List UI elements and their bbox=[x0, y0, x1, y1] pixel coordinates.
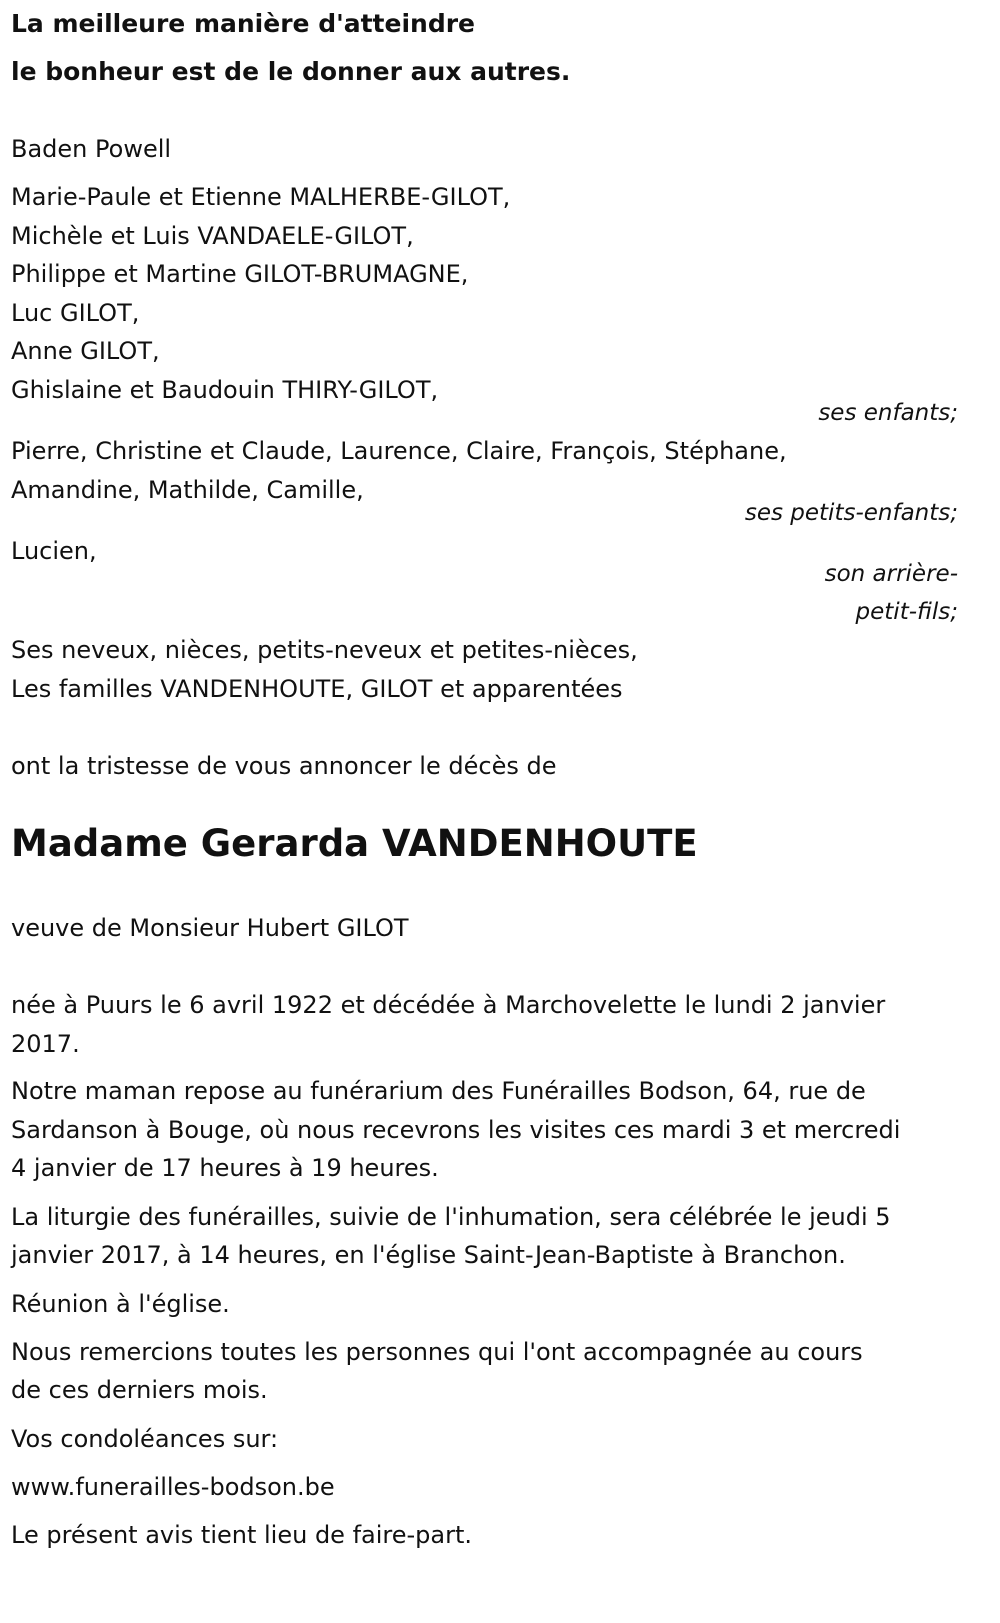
website-link[interactable]: www.funerailles-bodson.be bbox=[11, 1473, 335, 1501]
liturgy-line: La liturgie des funérailles, suivie de l'inhumation, sera célébrée le jeudi 5 bbox=[11, 1203, 891, 1231]
great-grandchild-name: Lucien, bbox=[11, 537, 97, 565]
birth-death-line: née à Puurs le 6 avril 1922 et décédée à Marchovelette le lundi 2 janvier bbox=[11, 991, 886, 1019]
thanks-line: de ces derniers mois. bbox=[11, 1376, 268, 1404]
great-grandchild-label-line-2: petit-fils; bbox=[855, 599, 958, 625]
child-name: Michèle et Luis VANDAELE-GILOT, bbox=[11, 222, 414, 250]
quote-author: Baden Powell bbox=[11, 135, 172, 163]
other-relatives: Ses neveux, nièces, petits-neveux et petites-nièces, bbox=[11, 636, 638, 664]
birth-death-line: 2017. bbox=[11, 1030, 80, 1058]
notice-text: Le présent avis tient lieu de faire-part. bbox=[11, 1521, 473, 1549]
announcement: ont la tristesse de vous annoncer le décès de bbox=[11, 752, 557, 780]
thanks-line: Nous remercions toutes les personnes qui l'ont accompagnée au cours bbox=[11, 1338, 863, 1366]
grandchild-names: Amandine, Mathilde, Camille, bbox=[11, 476, 364, 504]
widow-of: veuve de Monsieur Hubert GILOT bbox=[11, 914, 409, 942]
children-label: ses enfants; bbox=[818, 400, 958, 426]
quote-line-1: La meilleure manière d'atteindre bbox=[11, 9, 476, 38]
child-name: Philippe et Martine GILOT-BRUMAGNE, bbox=[11, 260, 469, 288]
child-name: Ghislaine et Baudouin THIRY-GILOT, bbox=[11, 376, 439, 404]
rest-info-line: Notre maman repose au funérarium des Funérailles Bodson, 64, rue de bbox=[11, 1077, 866, 1105]
rest-info-line: 4 janvier de 17 heures à 19 heures. bbox=[11, 1154, 439, 1182]
child-name: Anne GILOT, bbox=[11, 337, 160, 365]
other-relatives: Les familles VANDENHOUTE, GILOT et apparentées bbox=[11, 675, 623, 703]
liturgy-line: janvier 2017, à 14 heures, en l'église Saint-Jean-Baptiste à Branchon. bbox=[11, 1241, 846, 1269]
grandchild-names: Pierre, Christine et Claude, Laurence, Claire, François, Stéphane, bbox=[11, 437, 787, 465]
child-name: Marie-Paule et Etienne MALHERBE-GILOT, bbox=[11, 183, 511, 211]
great-grandchild-label-line-1: son arrière- bbox=[824, 561, 958, 587]
deceased-name: Madame Gerarda VANDENHOUTE bbox=[11, 822, 698, 865]
rest-info-line: Sardanson à Bouge, où nous recevrons les visites ces mardi 3 et mercredi bbox=[11, 1116, 901, 1144]
condolences-label: Vos condoléances sur: bbox=[11, 1425, 279, 1453]
child-name: Luc GILOT, bbox=[11, 299, 140, 327]
quote-line-2: le bonheur est de le donner aux autres. bbox=[11, 57, 571, 86]
grandchildren-label: ses petits-enfants; bbox=[744, 500, 958, 526]
meeting-info: Réunion à l'église. bbox=[11, 1290, 230, 1318]
